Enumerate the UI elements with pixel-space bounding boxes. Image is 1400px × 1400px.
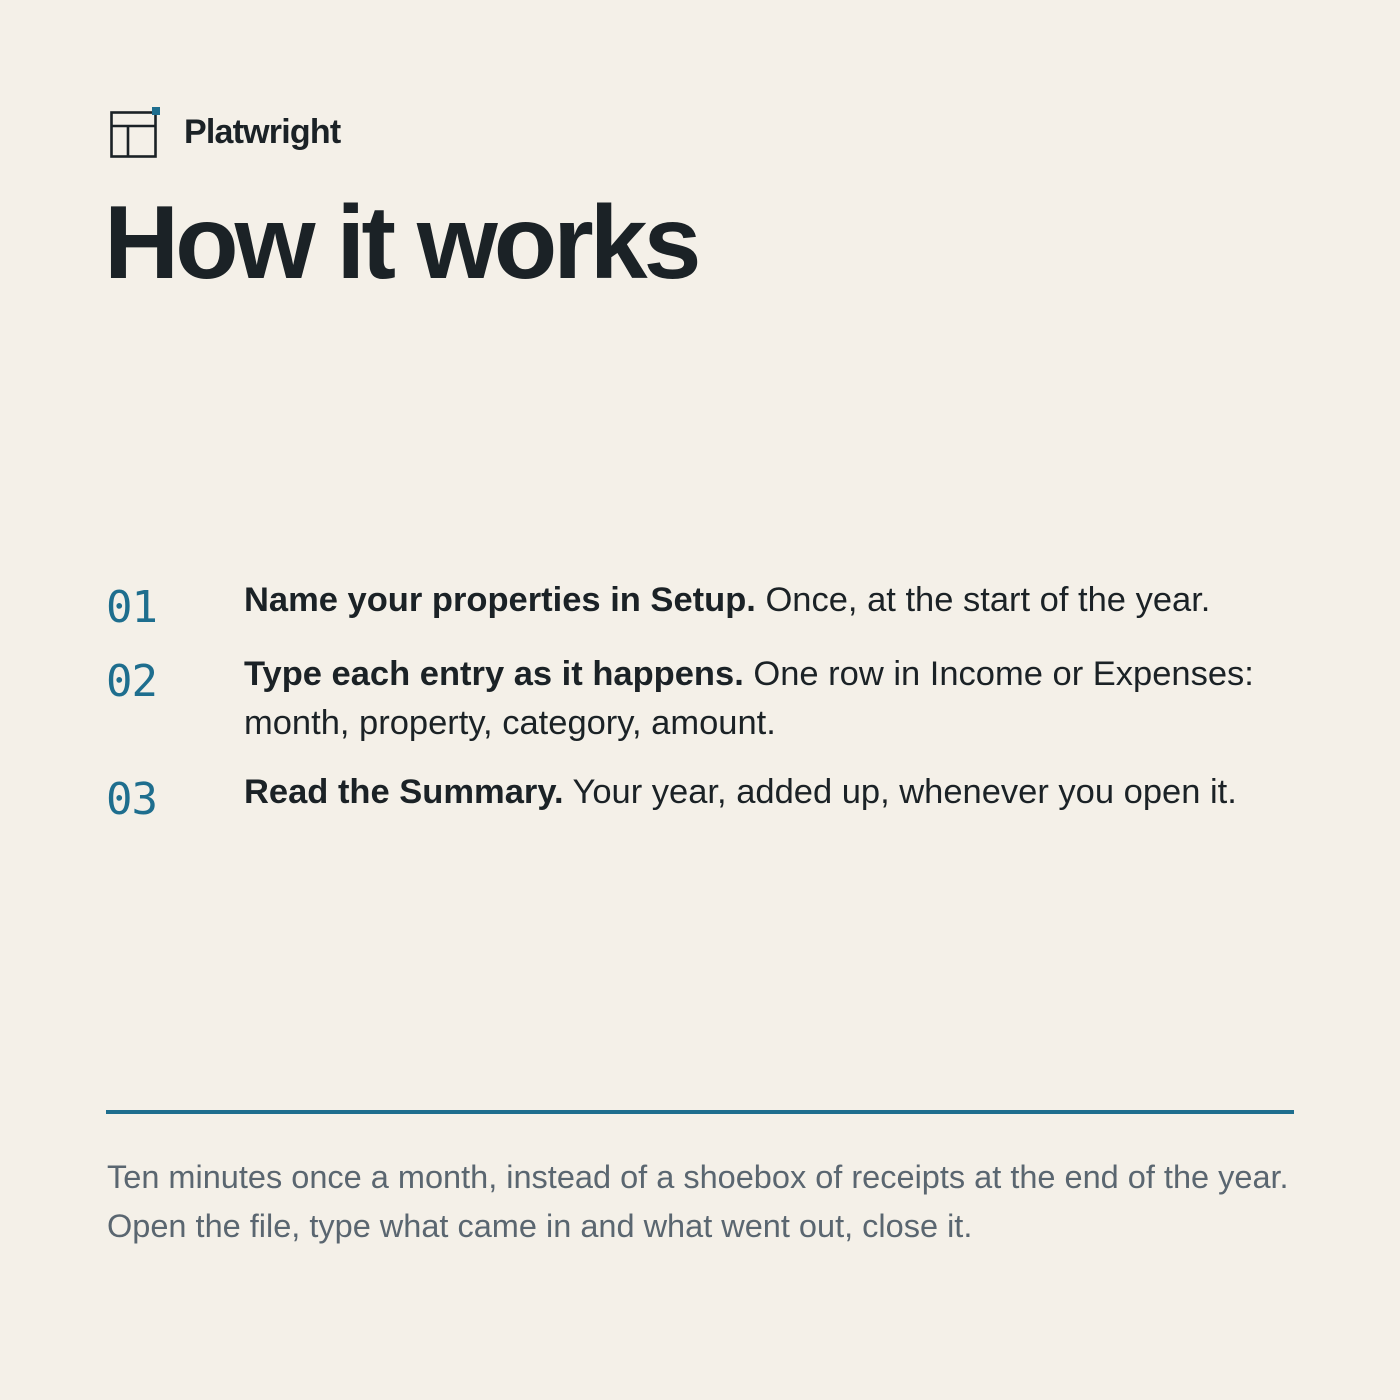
step-item — [106, 576, 1306, 633]
step-body: Your year, added up, whenever you open it. — [572, 773, 1237, 811]
steps-list — [106, 576, 1306, 842]
page-title: How it works — [104, 185, 698, 301]
footer-text: Ten minutes once a month, instead of a shoebox of receipts at the end of the year. Open the file, type what came in and what went out, close it. — [107, 1159, 1289, 1244]
step-number: 01 — [106, 582, 157, 633]
step-body: Once, at the start of the year. — [765, 581, 1211, 619]
spreadsheet-grid-icon — [108, 104, 164, 160]
step-number: 02 — [106, 656, 157, 707]
step-text — [244, 576, 1306, 625]
step-lead: Read the Summary. — [244, 773, 564, 811]
brand-name: Platwright — [184, 113, 341, 151]
brand — [108, 104, 340, 160]
step-lead: Name your properties in Setup. — [244, 581, 756, 619]
divider — [106, 1110, 1294, 1114]
step-item — [106, 650, 1306, 748]
step-number: 03 — [106, 774, 157, 825]
step-text — [244, 768, 1306, 817]
step-item — [106, 768, 1306, 825]
step-text — [244, 650, 1306, 748]
step-body: One row in Income or Expenses: month, property, category, amount. — [244, 655, 1254, 742]
step-lead: Type each entry as it happens. — [244, 655, 744, 693]
